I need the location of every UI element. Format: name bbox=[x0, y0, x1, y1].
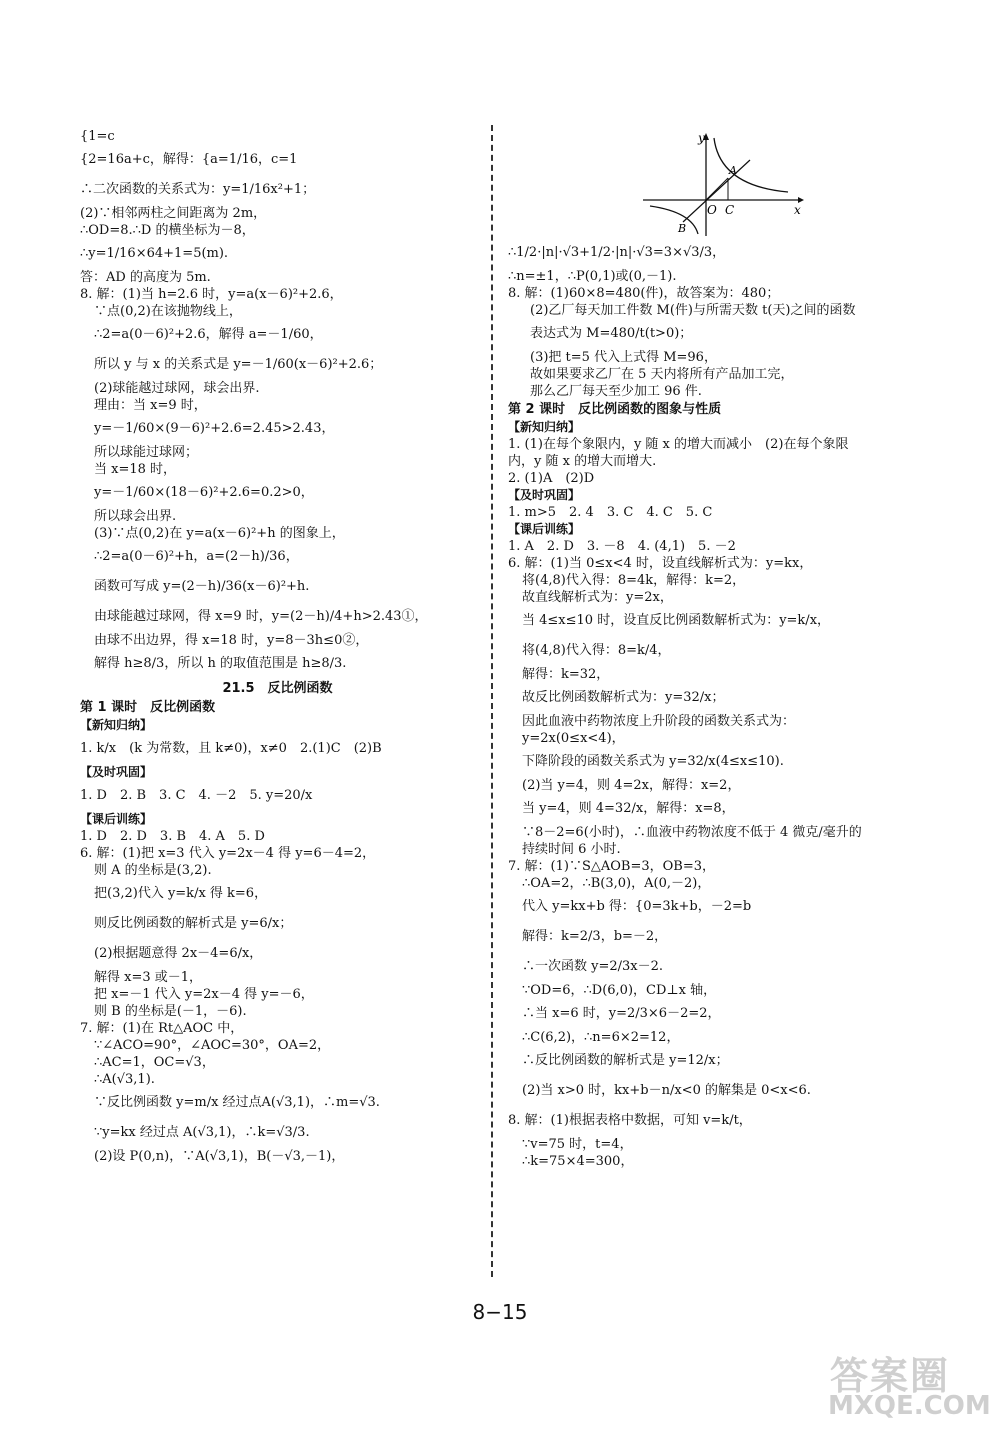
text-line: 由球不出边界，得 x=18 时，y=8－3h≤0②， bbox=[94, 633, 369, 648]
text-line: 将(4,8)代入得：8=4k，解得：k=2， bbox=[522, 573, 746, 588]
text-line: 故如果要求乙厂在 5 天内将所有产品加工完， bbox=[530, 367, 794, 382]
text-line: 6. 解：(1)把 x=3 代入 y=2x－4 得 y=6－4=2， bbox=[80, 846, 376, 861]
text-line: ∵点(0,2)在该抛物线上， bbox=[94, 304, 242, 319]
text-line: 1. k/x (k 为常数，且 k≠0)，x≠0 2.(1)C (2)B bbox=[80, 741, 382, 756]
left-column bbox=[80, 128, 475, 1165]
text-line: 8. 解：(1)当 h=2.6 时，y=a(x－6)²+2.6， bbox=[80, 287, 343, 302]
text-line: 【及时巩固】 bbox=[508, 488, 581, 502]
text-line: (2)根据题意得 2x－4=6/x， bbox=[94, 946, 263, 961]
label-b: B bbox=[678, 222, 687, 235]
text-line: 解得 x=3 或－1， bbox=[94, 970, 203, 985]
text-line: 代入 y=kx+b 得：{0=3k+b，－2=b bbox=[522, 899, 752, 914]
text-line: 1. m>5 2. 4 3. C 4. C 5. C bbox=[508, 505, 713, 520]
text-line: ∴2=a(0－6)²+2.6，解得 a=－1/60， bbox=[94, 327, 323, 342]
text-line: {1=c bbox=[80, 129, 115, 144]
text-line: ∵∠ACO=90°，∠AOC=30°，OA=2， bbox=[94, 1038, 331, 1053]
text-line: ∴A(√3,1). bbox=[94, 1072, 155, 1087]
text-line: 理由：当 x=9 时， bbox=[94, 398, 207, 413]
text-line: 表达式为 M=480/t(t>0)； bbox=[530, 326, 693, 341]
text-line: y=－1/60×(9－6)²+2.6=2.45>2.43， bbox=[94, 421, 335, 436]
text-line: 则反比例函数的解析式是 y=6/x； bbox=[94, 916, 293, 931]
text-line: y=2x(0≤x<4)， bbox=[522, 731, 625, 746]
text-line: 【新知归纳】 bbox=[80, 718, 153, 732]
text-line: ∴当 x=6 时，y=2/3×6－2=2， bbox=[522, 1006, 721, 1021]
text-line: ∴OD=8.∴D 的横坐标为－8， bbox=[80, 223, 255, 238]
label-y: y bbox=[698, 131, 705, 145]
text-line: 当 y=4，则 4=32/x，解得：x=8， bbox=[522, 801, 735, 816]
text-line: 所以球能过球网； bbox=[94, 445, 199, 460]
graph-svg bbox=[638, 128, 808, 238]
text-line: ∴1/2·|n|·√3+1/2·|n|·√3=3×√3/3， bbox=[508, 245, 726, 260]
label-a: A bbox=[729, 164, 737, 177]
text-line: 2. (1)A (2)D bbox=[508, 471, 595, 486]
hyperbola-graph bbox=[638, 128, 808, 238]
text-line: ∴OA=2，∴B(3,0)，A(0,－2)， bbox=[522, 876, 711, 891]
text-line: 【课后训练】 bbox=[80, 812, 153, 826]
text-line: ∴k=75×4=300， bbox=[522, 1154, 634, 1169]
text-line: ∵8－2=6(小时)，∴血液中药物浓度不低于 4 微克/毫升的 bbox=[522, 825, 862, 840]
hyperbola-branch-1 bbox=[714, 138, 788, 192]
watermark-logo bbox=[820, 1345, 990, 1425]
text-line: 【及时巩固】 bbox=[80, 765, 153, 779]
watermark-url: MXQE.COM bbox=[828, 1391, 991, 1421]
label-x: x bbox=[794, 203, 801, 217]
text-line: ∴C(6,2)，∴n=6×2=12， bbox=[522, 1030, 680, 1045]
text-line: 将(4,8)代入得：8=k/4， bbox=[522, 643, 671, 658]
text-line: 7. 解：(1)∵S△AOB=3，OB=3， bbox=[508, 859, 715, 874]
text-line: ∵反比例函数 y=m/x 经过点A(√3,1)，∴m=√3. bbox=[94, 1095, 380, 1110]
text-line: 当 4≤x≤10 时，设直反比例函数解析式为：y=k/x， bbox=[522, 613, 831, 628]
text-line: 把(3,2)代入 y=k/x 得 k=6， bbox=[94, 886, 268, 901]
text-line: 则 A 的坐标是(3,2). bbox=[94, 863, 212, 878]
text-line: ∴2=a(0－6)²+h，a=(2－h)/36， bbox=[94, 549, 299, 564]
page-number: 8−15 bbox=[472, 1300, 528, 1324]
right-column bbox=[508, 128, 928, 1170]
text-line: ∴AC=1，OC=√3， bbox=[94, 1055, 215, 1070]
text-line: (2)乙厂每天加工件数 M(件)与所需天数 t(天)之间的函数 bbox=[530, 303, 856, 318]
text-line: 由球能越过球网，得 x=9 时，y=(2－h)/4+h>2.43①， bbox=[94, 609, 428, 624]
text-line: 把 x=－1 代入 y=2x－4 得 y=－6， bbox=[94, 987, 314, 1002]
label-o: O bbox=[707, 203, 717, 217]
right-column-text bbox=[508, 238, 928, 1170]
text-line: ∴y=1/16×64+1=5(m). bbox=[80, 246, 229, 261]
text-line: 当 x=18 时， bbox=[94, 462, 177, 477]
text-line: (2)设 P(0,n)，∵A(√3,1)，B(－√3,－1)， bbox=[94, 1149, 345, 1164]
text-line: 因此血液中药物浓度上升阶段的函数关系式为： bbox=[522, 714, 796, 729]
text-line: ∴二次函数的关系式为：y=1/16x²+1； bbox=[80, 182, 316, 197]
text-line: (2)当 x>0 时，kx+b－n/x<0 的解集是 0<x<6. bbox=[522, 1083, 811, 1098]
text-line: y=－1/60×(18－6)²+2.6=0.2>0， bbox=[94, 485, 314, 500]
text-line: 故反比例函数解析式为：y=32/x； bbox=[522, 690, 725, 705]
text-line: 【新知归纳】 bbox=[508, 420, 581, 434]
text-line: 下降阶段的函数关系式为 y=32/x(4≤x≤10). bbox=[522, 754, 784, 769]
text-line: 21.5 反比例函数 bbox=[222, 681, 333, 696]
text-line: (2)球能越过球网，球会出界. bbox=[94, 381, 260, 396]
text-line: 8. 解：(1)根据表格中数据，可知 v=k/t， bbox=[508, 1113, 752, 1128]
text-line: 所以球会出界. bbox=[94, 509, 177, 524]
text-line: ∵y=kx 经过点 A(√3,1)，∴k=√3/3. bbox=[94, 1125, 310, 1140]
text-line: 函数可写成 y=(2－h)/36(x－6)²+h. bbox=[94, 579, 310, 594]
text-line: 1. D 2. D 3. B 4. A 5. D bbox=[80, 829, 265, 844]
text-line: 1. D 2. B 3. C 4. －2 5. y=20/x bbox=[80, 788, 313, 803]
text-line: 那么乙厂每天至少加工 96 件. bbox=[530, 384, 702, 399]
text-line: 持续时间 6 小时. bbox=[522, 842, 621, 857]
text-line: 7. 解：(1)在 Rt△AOC 中， bbox=[80, 1021, 244, 1036]
text-line: 解得：k=2/3，b=－2， bbox=[522, 929, 668, 944]
text-line: ∴n=±1，∴P(0,1)或(0,－1). bbox=[508, 269, 677, 284]
segment-oa bbox=[706, 178, 728, 200]
text-line: 【课后训练】 bbox=[508, 522, 581, 536]
text-line: 第 2 课时 反比例函数的图象与性质 bbox=[508, 402, 722, 417]
text-line: 内，y 随 x 的增大而增大. bbox=[508, 454, 657, 469]
column-divider bbox=[491, 125, 493, 1277]
text-line: 1. A 2. D 3. －8 4. (4,1) 5. －2 bbox=[508, 539, 736, 554]
label-c: C bbox=[725, 203, 735, 217]
text-line: 所以 y 与 x 的关系式是 y=－1/60(x－6)²+2.6； bbox=[94, 357, 383, 372]
text-line: ∴反比例函数的解析式是 y=12/x； bbox=[522, 1053, 729, 1068]
text-line: (2)∵相邻两柱之间距离为 2m， bbox=[80, 206, 267, 221]
text-line: (2)当 y=4，则 4=2x，解得：x=2， bbox=[522, 778, 741, 793]
hyperbola-branch-2 bbox=[650, 206, 698, 234]
text-line: ∵OD=6，∴D(6,0)，CD⊥x 轴， bbox=[522, 983, 717, 998]
text-line: ∵v=75 时，t=4， bbox=[522, 1137, 633, 1152]
text-line: ∴一次函数 y=2/3x－2. bbox=[522, 959, 664, 974]
text-line: 故直线解析式为：y=2x， bbox=[522, 590, 673, 605]
text-line: 8. 解：(1)60×8=480(件)，故答案为：480； bbox=[508, 286, 780, 301]
text-line: (3)把 t=5 代入上式得 M=96， bbox=[530, 350, 717, 365]
watermark-title: 答案圈 bbox=[830, 1354, 951, 1398]
text-line: 解得 h≥8/3，所以 h 的取值范围是 h≥8/3. bbox=[94, 656, 347, 671]
text-line: 答：AD 的高度为 5m. bbox=[80, 270, 211, 285]
text-line: 6. 解：(1)当 0≤x<4 时，设直线解析式为：y=kx， bbox=[508, 556, 813, 571]
text-line: 则 B 的坐标是(－1，－6). bbox=[94, 1004, 247, 1019]
text-line: (3)∵点(0,2)在 y=a(x－6)²+h 的图象上， bbox=[94, 526, 345, 541]
text-line: 第 1 课时 反比例函数 bbox=[80, 700, 216, 715]
text-line: {2=16a+c，解得：{a=1/16，c=1 bbox=[80, 152, 298, 167]
text-line: 解得：k=32， bbox=[522, 667, 610, 682]
text-line: 1. (1)在每个象限内，y 随 x 的增大而减小 (2)在每个象限 bbox=[508, 437, 849, 452]
